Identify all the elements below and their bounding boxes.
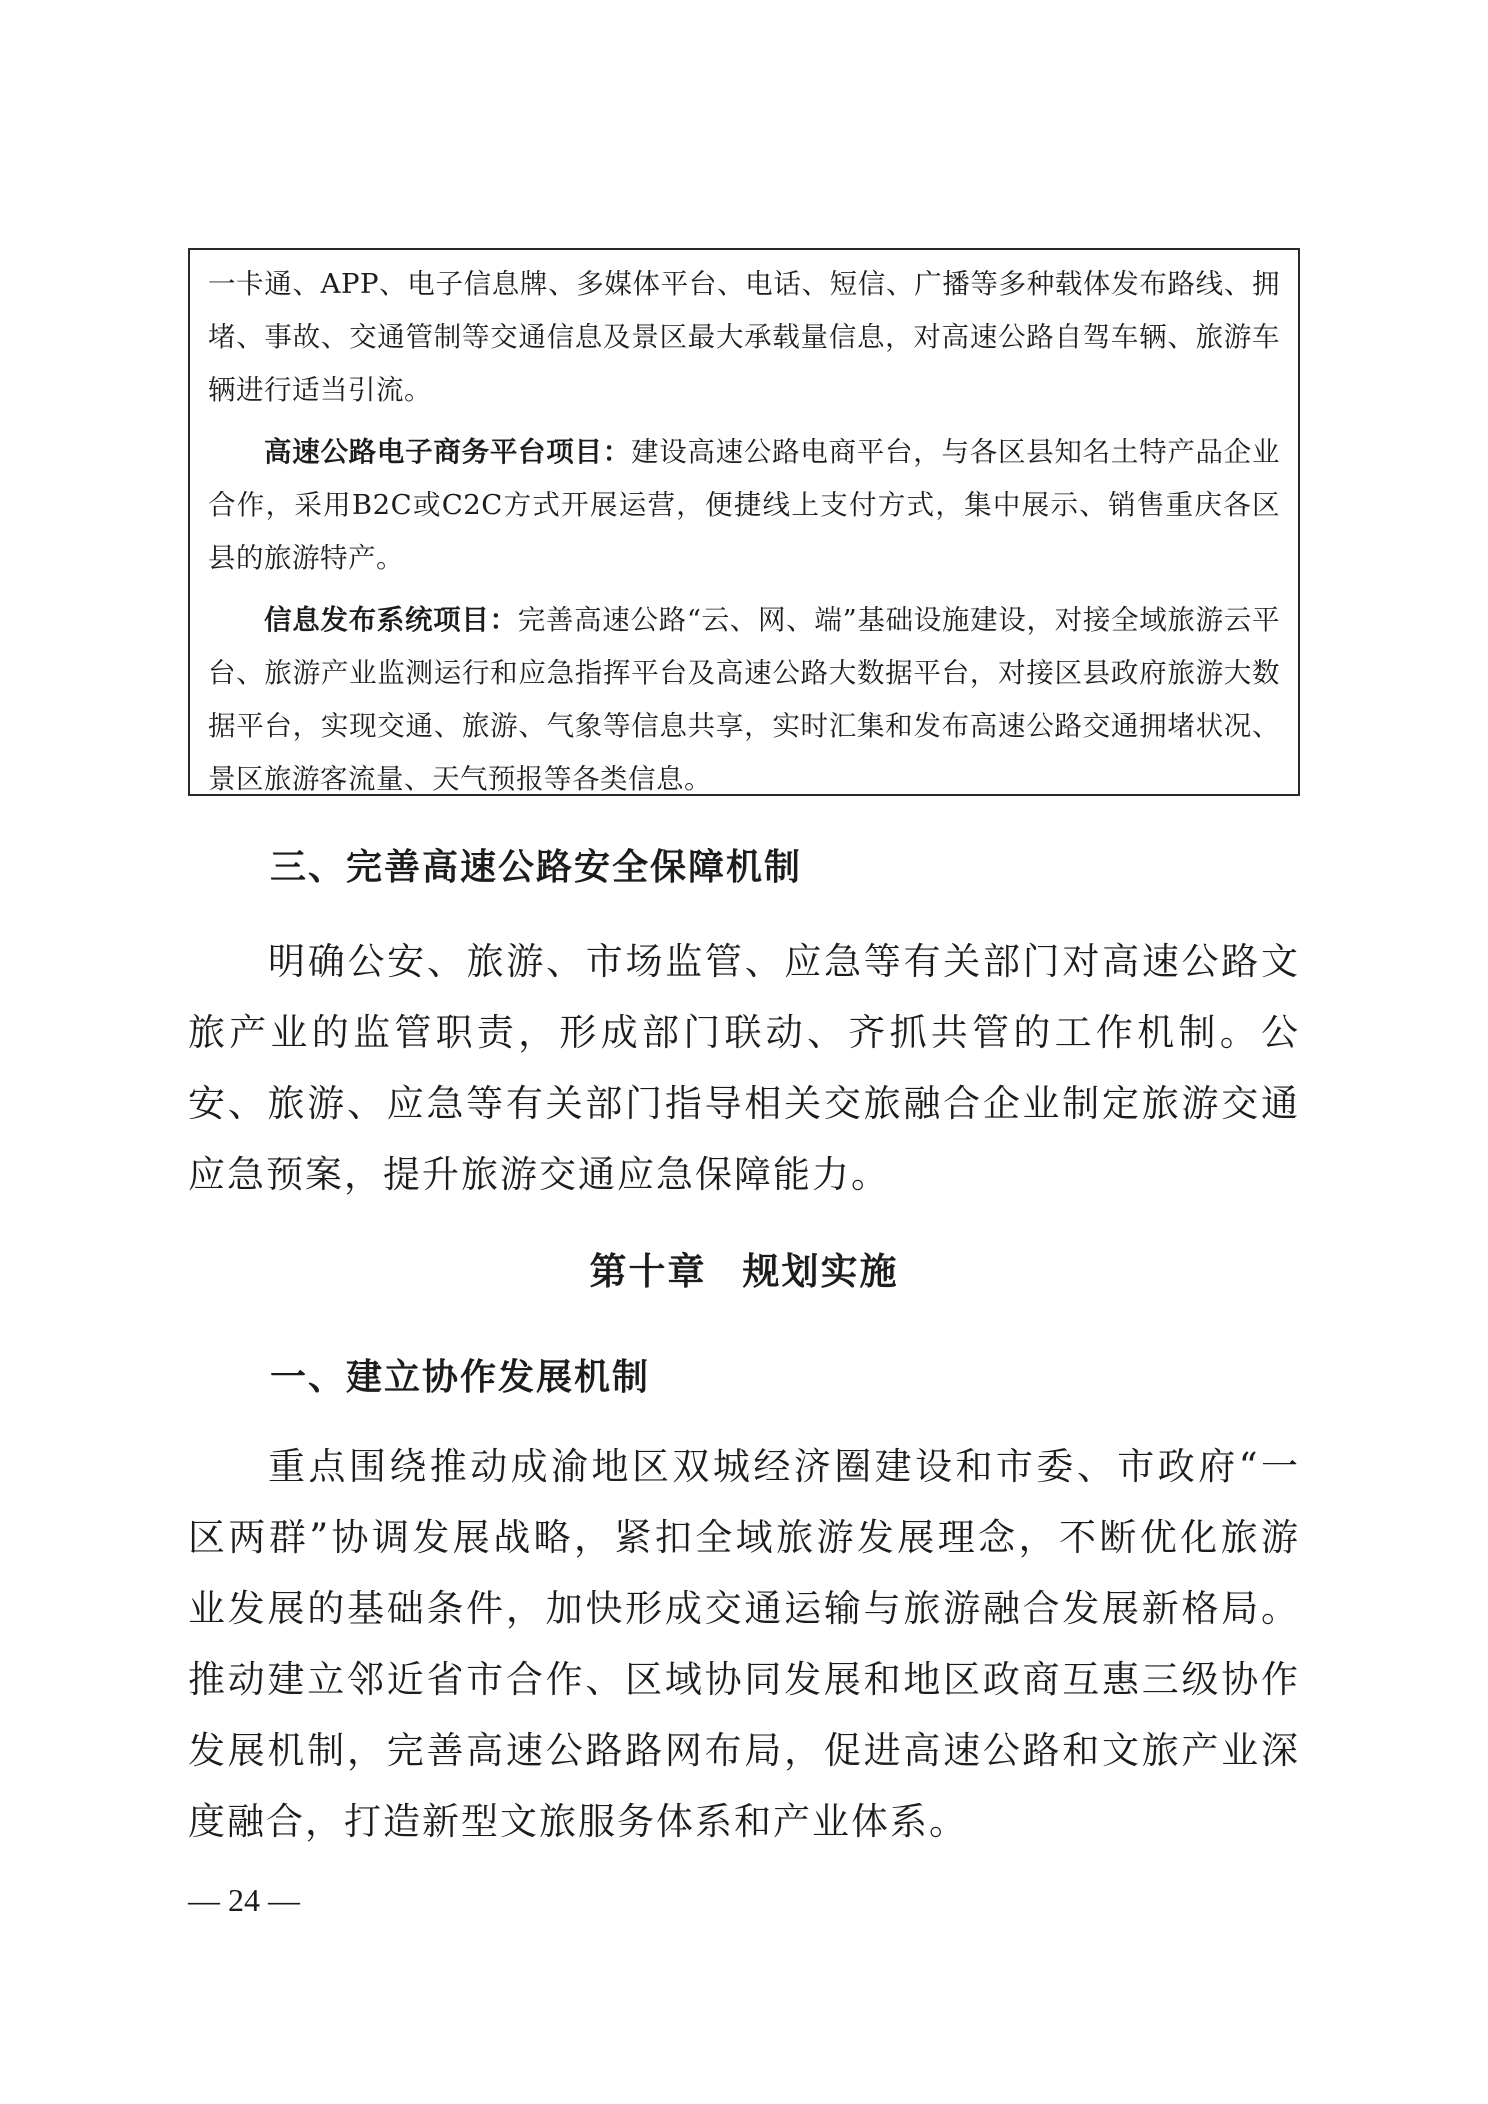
section-heading-safety: 三、完善高速公路安全保障机制 xyxy=(270,846,803,888)
chapter-number: 第十章 xyxy=(589,1250,707,1293)
ecommerce-project-title: 高速公路电子商务平台项目： xyxy=(264,436,631,468)
ecommerce-project-text: 建设高速公路电商平台，与各区县知名土特产品企业合作，采用B2C或C2C方式开展运营，便捷线上支付方式，集中展示、销售重庆各区县的旅游特产。 xyxy=(208,436,1281,574)
box-paragraph-intro: 一卡通、APP、电子信息牌、多媒体平台、电话、短信、广播等多种载体发布路线、拥堵、事故、交通管制等交通信息及景区最大承载量信息，对高速公路自驾车辆、旅游车辆进行适当引流。 xyxy=(208,268,1280,406)
page-number: — 24 — xyxy=(188,1882,300,1918)
section-body-safety: 明确公安、旅游、市场监管、应急等有关部门对高速公路文旅产业的监管职责，形成部门联动、齐抓共管的工作机制。公安、旅游、应急等有关部门指导相关交旅融合企业制定旅游交通应急预案，提升旅游交通应急保障能力。 xyxy=(188,940,1300,1196)
boxed-project-list xyxy=(188,248,1300,796)
info-release-project-title: 信息发布系统项目： xyxy=(264,604,518,636)
chapter-title: 规划实施 xyxy=(742,1250,899,1293)
box-paragraph-ecommerce xyxy=(208,426,1280,585)
chapter-heading xyxy=(0,1248,1488,1296)
box-paragraph-info-release xyxy=(208,594,1280,806)
section-heading-cooperation: 一、建立协作发展机制 xyxy=(270,1356,651,1398)
section-body-cooperation: 重点围绕推动成渝地区双城经济圈建设和市委、市政府“一区两群”协调发展战略，紧扣全域旅游发展理念，不断优化旅游业发展的基础条件，加快形成交通运输与旅游融合发展新格局。推动建立邻近省市合作、区域协同发展和地区政商互惠三级协作发展机制，完善高速公路路网布局，促进高速公路和文旅产业深度融合，打造新型文旅服务体系和产业体系。 xyxy=(188,1445,1300,1843)
info-release-project-text: 完善高速公路“云、网、端”基础设施建设，对接全域旅游云平台、旅游产业监测运行和应急指挥平台及高速公路大数据平台，对接区县政府旅游大数据平台，实现交通、旅游、气象等信息共享，实时汇集和发布高速公路交通拥堵状况、景区旅游客流量、天气预报等各类信息。 xyxy=(208,604,1280,795)
